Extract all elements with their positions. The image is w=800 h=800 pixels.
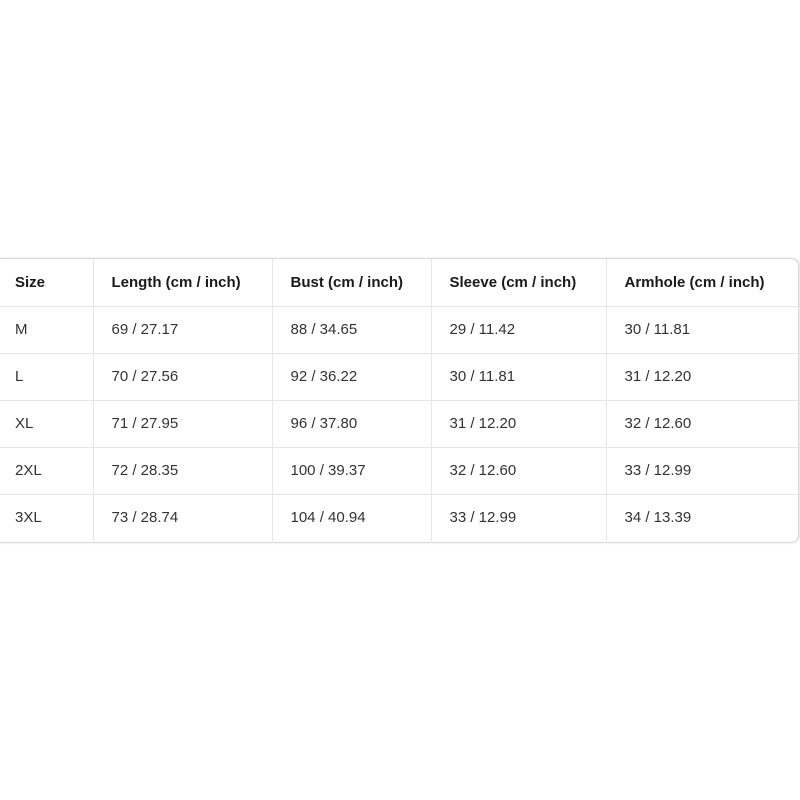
cell-size: XL (0, 400, 93, 447)
header-size: Size (0, 259, 93, 306)
cell-bust: 100 / 39.37 (272, 447, 431, 494)
cell-sleeve: 30 / 11.81 (431, 353, 606, 400)
cell-size: M (0, 306, 93, 353)
table-row (0, 400, 798, 447)
cell-sleeve: 31 / 12.20 (431, 400, 606, 447)
cell-bust: 92 / 36.22 (272, 353, 431, 400)
cell-sleeve: 29 / 11.42 (431, 306, 606, 353)
table-row (0, 353, 798, 400)
cell-size: 2XL (0, 447, 93, 494)
cell-armhole: 33 / 12.99 (606, 447, 798, 494)
cell-size: L (0, 353, 93, 400)
size-chart-table (0, 259, 798, 541)
cell-length: 69 / 27.17 (93, 306, 272, 353)
cell-bust: 88 / 34.65 (272, 306, 431, 353)
cell-armhole: 32 / 12.60 (606, 400, 798, 447)
cell-sleeve: 33 / 12.99 (431, 494, 606, 541)
cell-length: 70 / 27.56 (93, 353, 272, 400)
header-length: Length (cm / inch) (93, 259, 272, 306)
header-armhole: Armhole (cm / inch) (606, 259, 798, 306)
header-bust: Bust (cm / inch) (272, 259, 431, 306)
table-row (0, 494, 798, 541)
size-chart-table-container (0, 258, 799, 543)
cell-bust: 96 / 37.80 (272, 400, 431, 447)
table-row (0, 447, 798, 494)
header-sleeve: Sleeve (cm / inch) (431, 259, 606, 306)
cell-length: 73 / 28.74 (93, 494, 272, 541)
cell-armhole: 31 / 12.20 (606, 353, 798, 400)
cell-sleeve: 32 / 12.60 (431, 447, 606, 494)
cell-armhole: 34 / 13.39 (624, 509, 692, 527)
cell-length: 72 / 28.35 (93, 447, 272, 494)
cell-armhole: 30 / 11.81 (606, 306, 798, 353)
cell-size: 3XL (0, 494, 93, 541)
cell-length: 71 / 27.95 (93, 400, 272, 447)
table-header-row (0, 259, 798, 306)
cell-bust: 104 / 40.94 (272, 494, 431, 541)
table-row (0, 306, 798, 353)
